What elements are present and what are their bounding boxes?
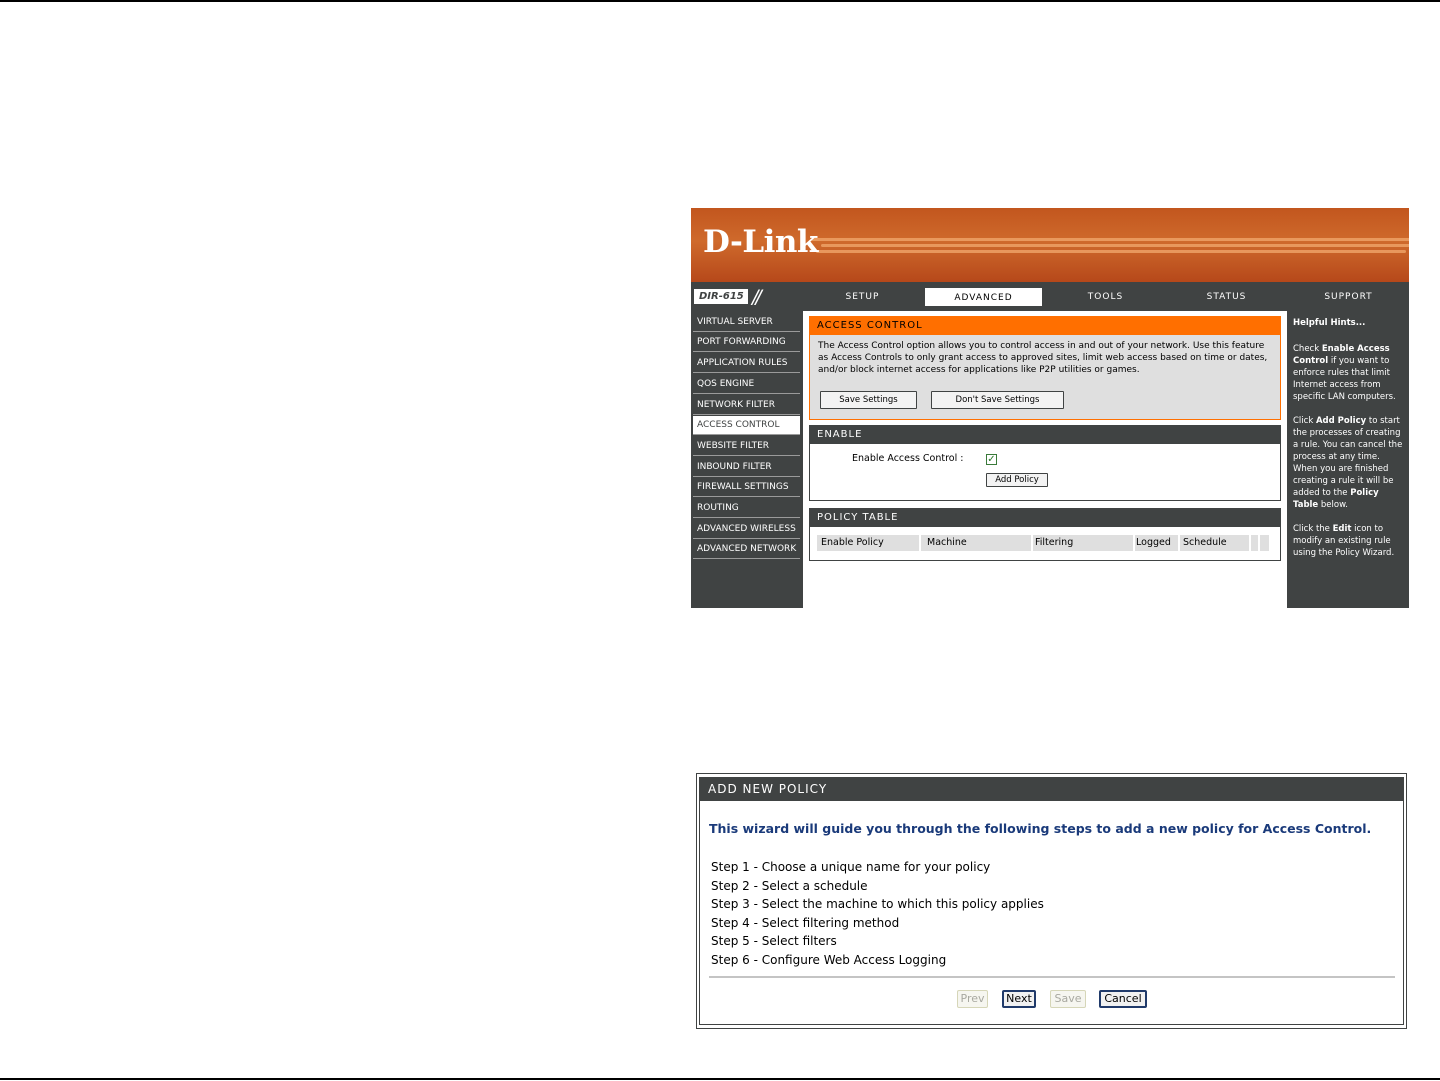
sidebar-item-firewall-settings[interactable]: FIREWALL SETTINGS	[693, 478, 800, 497]
wizard-step: Step 4 - Select filtering method	[711, 915, 900, 930]
column-separator	[1258, 535, 1260, 551]
column-machine: Machine	[927, 537, 967, 548]
add-new-policy-wizard	[696, 773, 1407, 1029]
model-badge	[692, 286, 801, 308]
page-bottom-rule	[0, 1078, 1440, 1080]
wizard-step: Step 6 - Configure Web Access Logging	[711, 952, 947, 967]
column-schedule: Schedule	[1183, 537, 1227, 548]
column-logged: Logged	[1136, 537, 1171, 548]
access-control-section	[809, 316, 1281, 420]
enable-access-control-label: Enable Access Control :	[852, 453, 964, 464]
model-label: DIR-615	[694, 289, 748, 304]
sidebar-item-website-filter[interactable]: WEBSITE FILTER	[693, 437, 800, 456]
wizard-step: Step 3 - Select the machine to which this policy applies	[711, 897, 1044, 912]
model-slashes: //	[752, 286, 759, 308]
main-content	[803, 311, 1287, 608]
wizard-steps	[711, 858, 1044, 970]
enable-section	[809, 425, 1281, 501]
banner-streak	[816, 250, 1406, 253]
sidebar-item-advanced-network[interactable]: ADVANCED NETWORK	[693, 540, 800, 559]
access-control-body	[809, 335, 1281, 420]
sidebar-item-virtual-server[interactable]: VIRTUAL SERVER	[693, 313, 800, 332]
page-top-rule	[0, 0, 1440, 2]
column-separator	[919, 535, 921, 551]
sidebar-item-network-filter[interactable]: NETWORK FILTER	[693, 396, 800, 415]
column-separator	[1249, 535, 1251, 551]
column-separator	[1031, 535, 1033, 551]
add-policy-button[interactable]: Add Policy	[986, 473, 1048, 487]
wizard-step: Step 1 - Choose a unique name for your policy	[711, 860, 991, 874]
section-title: POLICY TABLE	[809, 508, 1281, 527]
wizard-title: ADD NEW POLICY	[699, 777, 1404, 801]
sidebar-item-advanced-wireless[interactable]: ADVANCED WIRELESS	[693, 520, 800, 539]
dlink-logo: D-Link	[703, 224, 818, 260]
dlink-banner	[691, 208, 1409, 282]
tab-advanced[interactable]: ADVANCED	[924, 287, 1043, 307]
sidebar	[691, 311, 801, 608]
banner-streak	[821, 244, 1409, 247]
dont-save-settings-button[interactable]: Don't Save Settings	[931, 391, 1064, 409]
sidebar-item-access-control[interactable]: ACCESS CONTROL	[693, 416, 800, 435]
section-title: ENABLE	[809, 425, 1281, 444]
sidebar-item-port-forwarding[interactable]: PORT FORWARDING	[693, 333, 800, 352]
column-separator	[1178, 535, 1180, 551]
tab-status[interactable]: STATUS	[1167, 286, 1286, 308]
policy-table-header	[817, 535, 1269, 551]
router-admin-screenshot	[691, 208, 1409, 608]
wizard-step: Step 5 - Select filters	[711, 934, 837, 949]
hint-add-policy: Click Add Policy to start the processes of creating a rule. You can cancel the process at any time. When you are finished creating a rule it will be added to the Policy Table below.	[1293, 416, 1403, 510]
policy-table-section	[809, 508, 1281, 561]
enable-access-control-checkbox[interactable]: ✓	[987, 454, 996, 465]
hint-enable: Check Enable Access Control if you want to enforce rules that limit Internet access from specific LAN computers.	[1293, 344, 1396, 402]
tab-support[interactable]: SUPPORT	[1288, 286, 1409, 308]
tab-setup[interactable]: SETUP	[803, 286, 922, 308]
save-button[interactable]: Save	[1050, 990, 1086, 1008]
wizard-divider	[709, 976, 1395, 978]
save-settings-button[interactable]: Save Settings	[820, 391, 917, 409]
enable-body	[809, 444, 1281, 501]
wizard-intro: This wizard will guide you through the following steps to add a new policy for Access Control.	[709, 821, 1372, 836]
column-filtering: Filtering	[1035, 537, 1074, 548]
sidebar-item-inbound-filter[interactable]: INBOUND FILTER	[693, 458, 800, 477]
helpful-hints-panel	[1288, 311, 1409, 608]
top-nav	[691, 285, 1409, 309]
next-button[interactable]: Next	[1002, 990, 1036, 1008]
cancel-button[interactable]: Cancel	[1099, 990, 1147, 1008]
banner-streak	[811, 238, 1409, 241]
column-enable-policy: Enable Policy	[821, 537, 884, 548]
sidebar-item-application-rules[interactable]: APPLICATION RULES	[693, 354, 800, 373]
column-separator	[1133, 535, 1135, 551]
wizard-body	[699, 801, 1404, 1025]
prev-button[interactable]: Prev	[957, 990, 988, 1008]
wizard-step: Step 2 - Select a schedule	[711, 878, 868, 893]
hint-edit: Click the Edit icon to modify an existing rule using the Policy Wizard.	[1293, 524, 1395, 558]
sidebar-item-qos-engine[interactable]: QOS ENGINE	[693, 375, 800, 394]
sidebar-item-routing[interactable]: ROUTING	[693, 499, 800, 518]
access-control-description: The Access Control option allows you to control access in and out of your network. Use this feature as Access Controls to only grant access to approved sites, limit web access based on time or dates, and/or block internet access for applications like P2P utilities or games.	[818, 341, 1268, 375]
hints-title: Helpful Hints...	[1293, 318, 1366, 328]
tab-tools[interactable]: TOOLS	[1046, 286, 1165, 308]
policy-table-body	[809, 527, 1281, 561]
section-title: ACCESS CONTROL	[809, 316, 1281, 335]
